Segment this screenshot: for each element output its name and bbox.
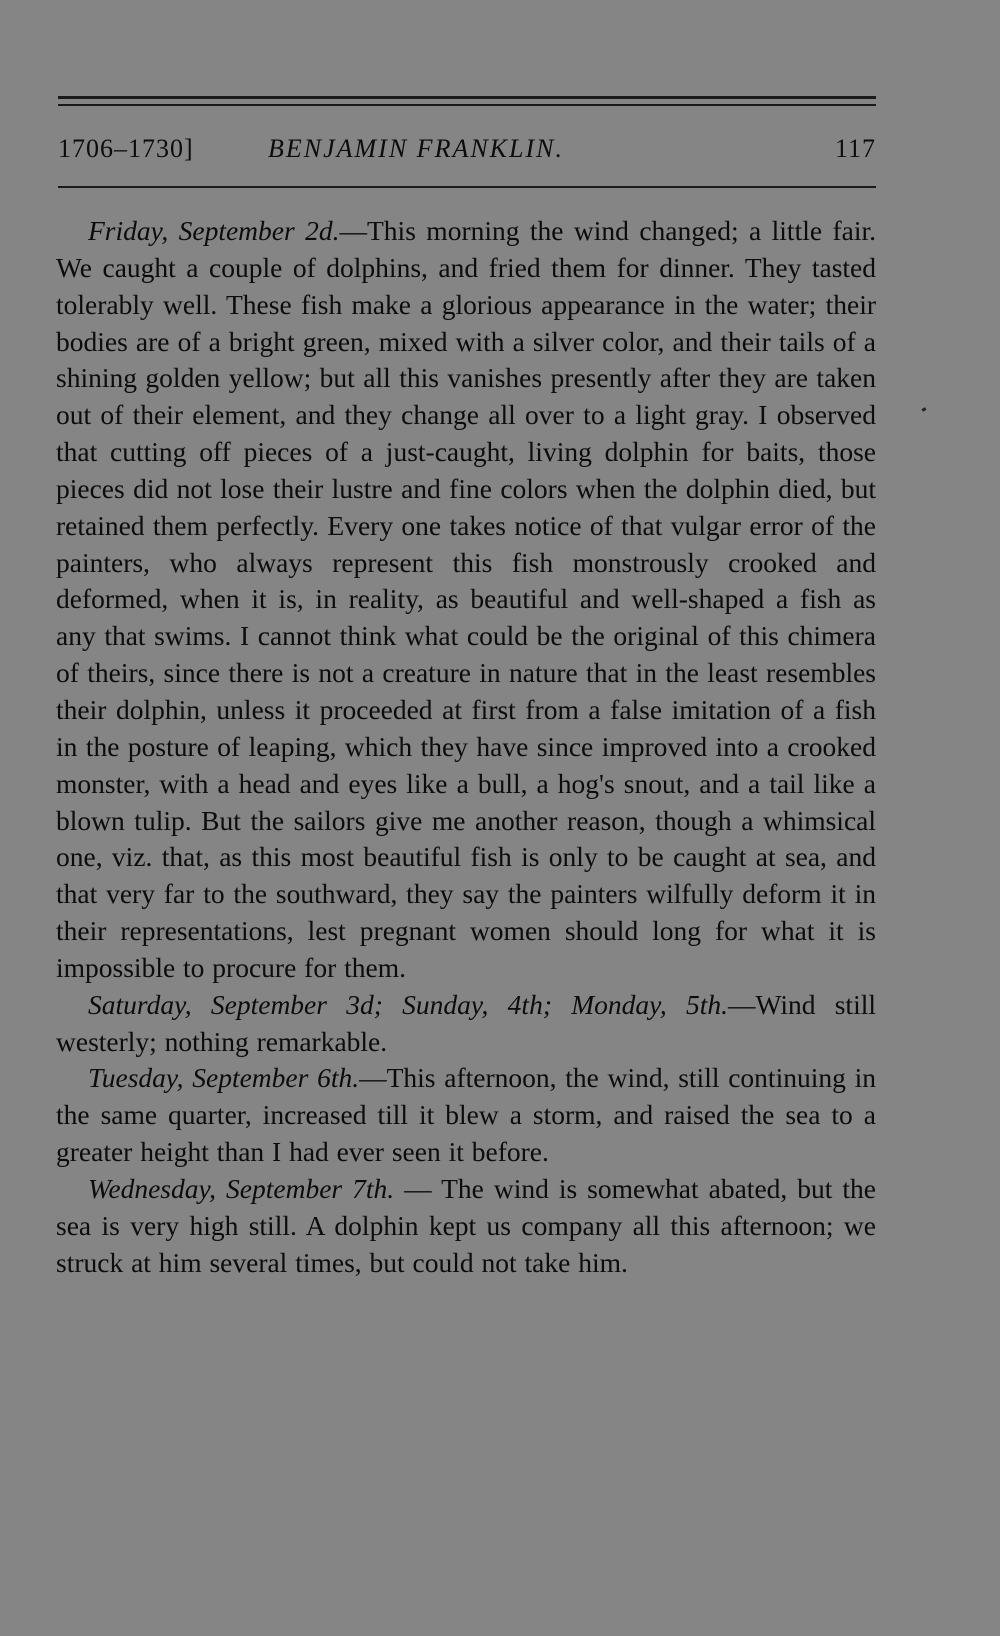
entry-text: —Wind still westerly; nothing remarkable. [56,988,876,1057]
top-double-rule-upper [58,96,876,99]
body-text [56,213,876,1281]
margin-speck [922,407,927,412]
top-double-rule-lower [58,104,876,106]
page-number: 117 [834,134,876,163]
journal-entry-sep-3-5 [56,987,876,1061]
running-header [58,132,876,172]
entry-date: Friday, September 2d. [88,215,340,246]
entry-date: Saturday, September 3d; Sunday, 4th; Monday, 5th. [88,988,728,1020]
header-years: 1706–1730] [58,134,194,163]
entry-text: — The wind is somewhat abated, but the sea is very high still. A dolphin kept us company all this afternoon; we struck at him several times, but could not take him. [56,1172,876,1278]
entry-date: Wednesday, September 7th. [88,1172,395,1204]
journal-entry-sep-2 [56,213,876,987]
entry-date: Tuesday, September 6th. [88,1062,360,1094]
header-running-title: BENJAMIN FRANKLIN. [268,134,564,163]
entry-text: —This morning the wind changed; a little fair. We caught a couple of dolphins, and fried them for dinner. They tasted tolerably well. These fish make a glorious appearance in the water; their bodies are of a bright green, mixed with a silver color, and their tails of a shining golden yellow; but all this vanishes presently after they are taken out of their element, and they change all over to a light gray. I observed that cutting off pieces of a just-caught, living dolphin for baits, those pieces did not lose their lustre and fine colors when the dolphin died, but retained them perfectly. Every one takes notice of that vulgar error of the painters, who always represent this fish monstrously crooked and deformed, when it is, in reality, as beautiful and well-shaped a fish as any that swims. I cannot think what could be the original of this chimera of theirs, since there is not a creature in nature that in the least resembles their dolphin, unless it proceeded at first from a false imitation of a fish in the posture of leaping, which they have since improved into a crooked monster, with a head and eyes like a bull, a hog's snout, and a tail like a blown tulip. But the sailors give me another reason, though a whimsical one, viz. that, as this most beautiful fish is only to be caught at sea, and that very far to the southward, they say the painters wilfully deform it in their representations, lest pregnant women should long for what it is impossible to procure for them. [56,215,876,983]
journal-entry-sep-7 [56,1171,876,1282]
journal-entry-sep-6 [56,1060,876,1171]
entry-text: —This afternoon, the wind, still continuing in the same quarter, increased till it blew a storm, and raised the sea to a greater height than I had ever seen it before. [56,1062,876,1168]
header-underline-rule [58,186,876,188]
